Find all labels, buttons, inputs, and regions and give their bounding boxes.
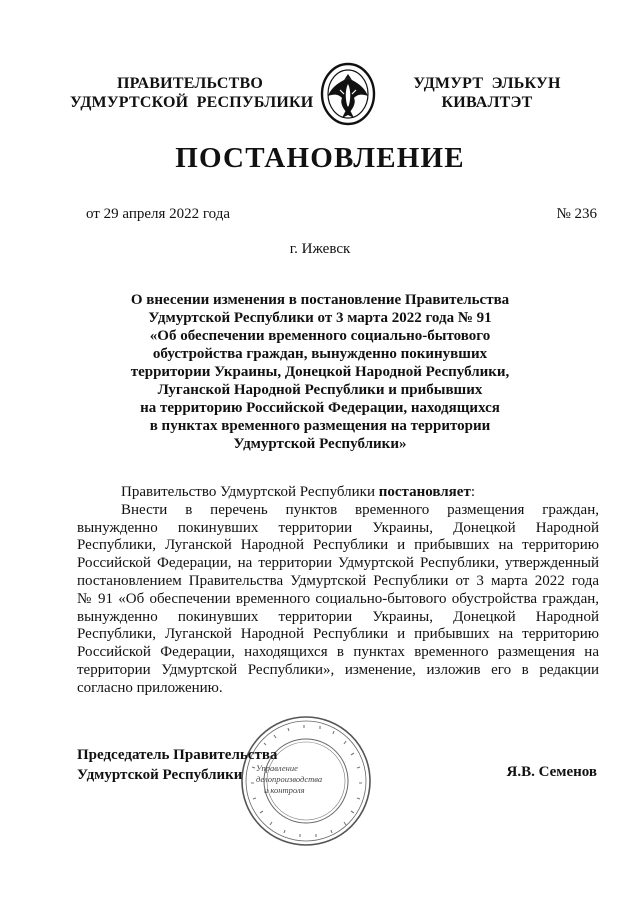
- intro-line: [77, 484, 599, 502]
- body-line: вынужденно покинувших территории Украины, Донецкой Народной: [77, 519, 599, 536]
- subject-line: О внесении изменения в постановление Правительства: [130, 292, 510, 308]
- intro-text: Правительство Удмуртской Республики: [121, 484, 379, 500]
- document-subject: [120, 291, 520, 453]
- header-left: [70, 74, 314, 112]
- header-right-line2: КИВАЛТЭТ: [441, 94, 533, 111]
- body-line: постановлением Правительства Удмуртской Республики от 3 марта 2022 года: [77, 572, 599, 589]
- header-left-line2: УДМУРТСКОЙ РЕСПУБЛИКИ: [70, 94, 314, 111]
- document-city: г. Ижевск: [289, 241, 351, 257]
- intro-decree-word: постановляет: [378, 484, 471, 500]
- body-line: Внести в перечень пунктов временного размещения граждан,: [121, 501, 599, 518]
- signatory-position-line2: Удмуртской Республики: [77, 767, 243, 783]
- body-line: Республики, Луганской Народной Республики и прибывших на территорию: [77, 626, 599, 643]
- subject-line: в пунктах временного размещения на территории: [149, 418, 491, 434]
- subject-line: обустройства граждан, вынужденно покинувших: [152, 346, 488, 362]
- header-right-line1: УДМУРТ ЭЛЬКУН: [413, 75, 561, 92]
- subject-line: на территорию Российской Федерации, находящихся: [140, 400, 500, 416]
- document-number: № 236: [556, 206, 597, 222]
- udmurtia-coat-of-arms-icon: [318, 60, 378, 126]
- intro-colon: :: [470, 484, 475, 500]
- document-date: от 29 апреля 2022 года: [86, 206, 231, 222]
- header-right: [402, 74, 572, 112]
- signatory-position-line1: Председатель Правительства: [77, 747, 278, 763]
- document-title: ПОСТАНОВЛЕНИЕ: [175, 142, 465, 174]
- body-line: согласно приложению.: [77, 679, 223, 696]
- body-line: № 91 «Об обеспечении временного социально-бытового обустройства граждан,: [77, 590, 599, 607]
- subject-line: Удмуртской Республики»: [233, 436, 407, 452]
- body-line: территории Удмуртской Республики», изменение, изложив его в редакции: [77, 661, 599, 678]
- body-line: Российской Федерации, на территории Удмуртской Республики, утвержденный: [77, 555, 599, 572]
- subject-line: территории Украины, Донецкой Народной Республики,: [130, 364, 510, 380]
- signatory-name: Я.В. Семенов: [506, 764, 597, 780]
- body-line: Республики, Луганской Народной Республики и прибывших на территорию: [77, 537, 599, 554]
- signatory-position: [77, 745, 277, 785]
- stamp-line: и контроля: [264, 785, 305, 795]
- stamp-line: Управление: [256, 763, 298, 773]
- subject-line: Удмуртской Республики от 3 марта 2022 года № 91: [148, 310, 492, 326]
- document-body: [77, 484, 599, 698]
- subject-line: Луганской Народной Республики и прибывших: [157, 382, 483, 398]
- stamp-line: делопроизводства: [256, 774, 323, 784]
- subject-line: «Об обеспечении временного социально-бытового: [149, 328, 491, 344]
- body-line: Российской Федерации, находящихся в пунктах временного размещения на: [77, 644, 599, 661]
- body-line: вынужденно покинувших территории Украины, Донецкой Народной: [77, 608, 599, 625]
- header-left-line1: ПРАВИТЕЛЬСТВО: [116, 75, 264, 92]
